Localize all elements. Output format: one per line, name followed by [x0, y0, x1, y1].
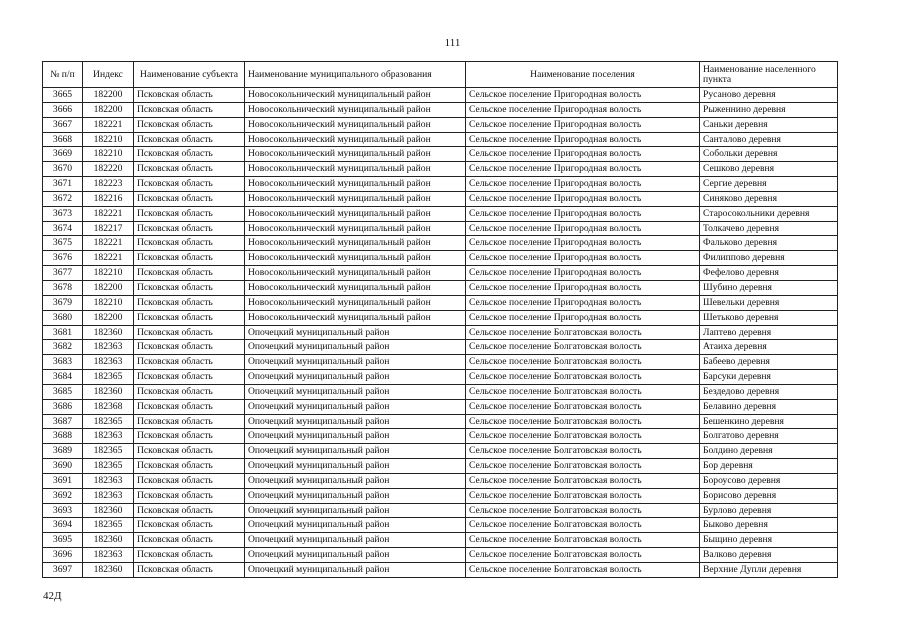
cell-municipality: Новосокольнический муниципальный район — [245, 310, 466, 325]
cell-settlement: Сельское поселение Пригородная волость — [466, 266, 700, 281]
header-municipality: Наименование муниципального образования — [245, 62, 466, 88]
cell-subject: Псковская область — [134, 459, 245, 474]
cell-subject: Псковская область — [134, 488, 245, 503]
cell-settlement: Сельское поселение Болгатовская волость — [466, 533, 700, 548]
table-row — [43, 310, 838, 325]
cell-subject: Псковская область — [134, 221, 245, 236]
cell-number: 3665 — [43, 88, 83, 103]
cell-number: 3678 — [43, 280, 83, 295]
cell-locality: Бабеево деревня — [700, 355, 838, 370]
cell-subject: Псковская область — [134, 88, 245, 103]
cell-index: 182360 — [83, 384, 134, 399]
cell-number: 3666 — [43, 102, 83, 117]
cell-subject: Псковская область — [134, 548, 245, 563]
cell-locality: Болдино деревня — [700, 444, 838, 459]
cell-number: 3697 — [43, 563, 83, 578]
cell-settlement: Сельское поселение Пригородная волость — [466, 206, 700, 221]
header-locality: Наименование населенного пункта — [700, 62, 838, 88]
cell-subject: Псковская область — [134, 503, 245, 518]
cell-subject: Псковская область — [134, 563, 245, 578]
cell-locality: Фефелово деревня — [700, 266, 838, 281]
table-row — [43, 206, 838, 221]
cell-locality: Рыженнино деревня — [700, 102, 838, 117]
cell-settlement: Сельское поселение Болгатовская волость — [466, 488, 700, 503]
cell-settlement: Сельское поселение Болгатовская волость — [466, 384, 700, 399]
cell-subject: Псковская область — [134, 102, 245, 117]
cell-number: 3687 — [43, 414, 83, 429]
cell-index: 182368 — [83, 399, 134, 414]
footer-code: 42Д — [43, 590, 62, 602]
table-row — [43, 280, 838, 295]
cell-subject: Псковская область — [134, 429, 245, 444]
cell-municipality: Новосокольнический муниципальный район — [245, 117, 466, 132]
table-row — [43, 473, 838, 488]
cell-index: 182221 — [83, 251, 134, 266]
cell-settlement: Сельское поселение Болгатовская волость — [466, 340, 700, 355]
cell-municipality: Новосокольнический муниципальный район — [245, 295, 466, 310]
table-row — [43, 102, 838, 117]
cell-locality: Филиппово деревня — [700, 251, 838, 266]
cell-locality: Болгатово деревня — [700, 429, 838, 444]
cell-subject: Псковская область — [134, 473, 245, 488]
cell-index: 182365 — [83, 518, 134, 533]
table-row — [43, 177, 838, 192]
cell-municipality: Опочецкий муниципальный район — [245, 518, 466, 533]
cell-settlement: Сельское поселение Болгатовская волость — [466, 414, 700, 429]
cell-locality: Бороусово деревня — [700, 473, 838, 488]
cell-index: 182360 — [83, 563, 134, 578]
cell-number: 3679 — [43, 295, 83, 310]
cell-number: 3680 — [43, 310, 83, 325]
cell-index: 182200 — [83, 280, 134, 295]
header-number: № п/п — [43, 62, 83, 88]
cell-subject: Псковская область — [134, 162, 245, 177]
table-row — [43, 444, 838, 459]
cell-index: 182221 — [83, 117, 134, 132]
cell-index: 182360 — [83, 533, 134, 548]
cell-subject: Псковская область — [134, 325, 245, 340]
cell-municipality: Опочецкий муниципальный район — [245, 414, 466, 429]
cell-settlement: Сельское поселение Пригородная волость — [466, 191, 700, 206]
table-row — [43, 548, 838, 563]
cell-subject: Псковская область — [134, 310, 245, 325]
cell-settlement: Сельское поселение Пригородная волость — [466, 147, 700, 162]
cell-index: 182221 — [83, 206, 134, 221]
cell-index: 182220 — [83, 162, 134, 177]
cell-municipality: Опочецкий муниципальный район — [245, 444, 466, 459]
cell-locality: Шевельки деревня — [700, 295, 838, 310]
cell-municipality: Новосокольнический муниципальный район — [245, 251, 466, 266]
cell-index: 182210 — [83, 132, 134, 147]
cell-number: 3682 — [43, 340, 83, 355]
cell-municipality: Новосокольнический муниципальный район — [245, 266, 466, 281]
cell-municipality: Новосокольнический муниципальный район — [245, 162, 466, 177]
cell-number: 3669 — [43, 147, 83, 162]
cell-subject: Псковская область — [134, 236, 245, 251]
cell-number: 3688 — [43, 429, 83, 444]
table-row — [43, 191, 838, 206]
cell-number: 3677 — [43, 266, 83, 281]
cell-locality: Белавино деревня — [700, 399, 838, 414]
cell-locality: Бурлово деревня — [700, 503, 838, 518]
cell-locality: Быщино деревня — [700, 533, 838, 548]
cell-locality: Бешенкино деревня — [700, 414, 838, 429]
cell-subject: Псковская область — [134, 444, 245, 459]
cell-subject: Псковская область — [134, 147, 245, 162]
cell-number: 3668 — [43, 132, 83, 147]
cell-settlement: Сельское поселение Пригородная волость — [466, 310, 700, 325]
cell-locality: Собольки деревня — [700, 147, 838, 162]
cell-municipality: Новосокольнический муниципальный район — [245, 88, 466, 103]
cell-locality: Сергие деревня — [700, 177, 838, 192]
cell-municipality: Новосокольнический муниципальный район — [245, 280, 466, 295]
table-row — [43, 503, 838, 518]
cell-subject: Псковская область — [134, 414, 245, 429]
cell-number: 3693 — [43, 503, 83, 518]
cell-settlement: Сельское поселение Болгатовская волость — [466, 355, 700, 370]
table-row — [43, 518, 838, 533]
cell-index: 182221 — [83, 236, 134, 251]
cell-number: 3695 — [43, 533, 83, 548]
cell-settlement: Сельское поселение Болгатовская волость — [466, 548, 700, 563]
cell-index: 182365 — [83, 370, 134, 385]
cell-subject: Псковская область — [134, 117, 245, 132]
cell-number: 3684 — [43, 370, 83, 385]
cell-municipality: Опочецкий муниципальный район — [245, 429, 466, 444]
cell-settlement: Сельское поселение Пригородная волость — [466, 102, 700, 117]
cell-locality: Сешково деревня — [700, 162, 838, 177]
cell-index: 182363 — [83, 355, 134, 370]
cell-subject: Псковская область — [134, 370, 245, 385]
cell-settlement: Сельское поселение Пригородная волость — [466, 132, 700, 147]
table-body — [43, 88, 838, 578]
table-row — [43, 88, 838, 103]
cell-subject: Псковская область — [134, 340, 245, 355]
table-row — [43, 147, 838, 162]
table-row — [43, 132, 838, 147]
cell-number: 3672 — [43, 191, 83, 206]
cell-index: 182365 — [83, 444, 134, 459]
cell-locality: Валково деревня — [700, 548, 838, 563]
table-row — [43, 340, 838, 355]
cell-locality: Шетьково деревня — [700, 310, 838, 325]
cell-index: 182223 — [83, 177, 134, 192]
cell-index: 182210 — [83, 295, 134, 310]
table-row — [43, 236, 838, 251]
cell-subject: Псковская область — [134, 206, 245, 221]
cell-index: 182363 — [83, 340, 134, 355]
cell-municipality: Опочецкий муниципальный район — [245, 325, 466, 340]
cell-index: 182363 — [83, 429, 134, 444]
cell-settlement: Сельское поселение Болгатовская волость — [466, 459, 700, 474]
cell-index: 182200 — [83, 310, 134, 325]
table-row — [43, 414, 838, 429]
cell-municipality: Опочецкий муниципальный район — [245, 533, 466, 548]
cell-subject: Псковская область — [134, 518, 245, 533]
cell-municipality: Опочецкий муниципальный район — [245, 503, 466, 518]
cell-number: 3696 — [43, 548, 83, 563]
cell-locality: Русаново деревня — [700, 88, 838, 103]
cell-municipality: Новосокольнический муниципальный район — [245, 236, 466, 251]
cell-municipality: Опочецкий муниципальный район — [245, 563, 466, 578]
table-row — [43, 266, 838, 281]
table-header-row — [43, 62, 838, 88]
cell-municipality: Новосокольнический муниципальный район — [245, 191, 466, 206]
cell-number: 3683 — [43, 355, 83, 370]
cell-number: 3692 — [43, 488, 83, 503]
cell-subject: Псковская область — [134, 295, 245, 310]
cell-locality: Толкачево деревня — [700, 221, 838, 236]
cell-settlement: Сельское поселение Болгатовская волость — [466, 563, 700, 578]
cell-settlement: Сельское поселение Пригородная волость — [466, 117, 700, 132]
table-row — [43, 459, 838, 474]
table-row — [43, 488, 838, 503]
header-settlement: Наименование поселения — [466, 62, 700, 88]
cell-index: 182216 — [83, 191, 134, 206]
cell-subject: Псковская область — [134, 177, 245, 192]
cell-municipality: Новосокольнический муниципальный район — [245, 177, 466, 192]
table-row — [43, 533, 838, 548]
table-row — [43, 429, 838, 444]
cell-index: 182200 — [83, 102, 134, 117]
cell-settlement: Сельское поселение Пригородная волость — [466, 177, 700, 192]
cell-settlement: Сельское поселение Пригородная волость — [466, 88, 700, 103]
cell-index: 182360 — [83, 325, 134, 340]
cell-locality: Бор деревня — [700, 459, 838, 474]
table-row — [43, 355, 838, 370]
table-row — [43, 563, 838, 578]
table-row — [43, 162, 838, 177]
settlements-table — [42, 61, 838, 578]
table-row — [43, 325, 838, 340]
cell-locality: Лаптево деревня — [700, 325, 838, 340]
cell-locality: Санталово деревня — [700, 132, 838, 147]
cell-settlement: Сельское поселение Болгатовская волость — [466, 503, 700, 518]
cell-municipality: Новосокольнический муниципальный район — [245, 147, 466, 162]
cell-municipality: Опочецкий муниципальный район — [245, 473, 466, 488]
table-row — [43, 117, 838, 132]
cell-municipality: Новосокольнический муниципальный район — [245, 206, 466, 221]
cell-subject: Псковская область — [134, 280, 245, 295]
cell-settlement: Сельское поселение Болгатовская волость — [466, 325, 700, 340]
cell-subject: Псковская область — [134, 355, 245, 370]
cell-locality: Быково деревня — [700, 518, 838, 533]
cell-settlement: Сельское поселение Пригородная волость — [466, 251, 700, 266]
header-subject: Наименование субъекта — [134, 62, 245, 88]
cell-settlement: Сельское поселение Пригородная волость — [466, 162, 700, 177]
cell-municipality: Опочецкий муниципальный район — [245, 340, 466, 355]
cell-index: 182210 — [83, 147, 134, 162]
cell-municipality: Опочецкий муниципальный район — [245, 548, 466, 563]
cell-municipality: Опочецкий муниципальный район — [245, 488, 466, 503]
cell-subject: Псковская область — [134, 132, 245, 147]
cell-settlement: Сельское поселение Болгатовская волость — [466, 399, 700, 414]
cell-index: 182363 — [83, 488, 134, 503]
cell-number: 3685 — [43, 384, 83, 399]
cell-municipality: Опочецкий муниципальный район — [245, 384, 466, 399]
cell-municipality: Опочецкий муниципальный район — [245, 459, 466, 474]
cell-settlement: Сельское поселение Пригородная волость — [466, 236, 700, 251]
cell-settlement: Сельское поселение Болгатовская волость — [466, 518, 700, 533]
cell-index: 182363 — [83, 548, 134, 563]
cell-settlement: Сельское поселение Болгатовская волость — [466, 370, 700, 385]
cell-index: 182363 — [83, 473, 134, 488]
cell-locality: Саньки деревня — [700, 117, 838, 132]
cell-number: 3667 — [43, 117, 83, 132]
cell-municipality: Опочецкий муниципальный район — [245, 399, 466, 414]
cell-number: 3673 — [43, 206, 83, 221]
cell-municipality: Новосокольнический муниципальный район — [245, 221, 466, 236]
cell-locality: Старосокольники деревня — [700, 206, 838, 221]
cell-locality: Бездедово деревня — [700, 384, 838, 399]
cell-settlement: Сельское поселение Пригородная волость — [466, 295, 700, 310]
cell-index: 182217 — [83, 221, 134, 236]
page-number: 111 — [444, 37, 461, 49]
cell-settlement: Сельское поселение Пригородная волость — [466, 280, 700, 295]
table-row — [43, 384, 838, 399]
cell-index: 182365 — [83, 459, 134, 474]
cell-index: 182365 — [83, 414, 134, 429]
cell-number: 3674 — [43, 221, 83, 236]
cell-settlement: Сельское поселение Болгатовская волость — [466, 444, 700, 459]
cell-subject: Псковская область — [134, 266, 245, 281]
cell-municipality: Опочецкий муниципальный район — [245, 370, 466, 385]
header-index: Индекс — [83, 62, 134, 88]
table-row — [43, 399, 838, 414]
cell-municipality: Опочецкий муниципальный район — [245, 355, 466, 370]
cell-number: 3689 — [43, 444, 83, 459]
cell-index: 182200 — [83, 88, 134, 103]
cell-locality: Фальково деревня — [700, 236, 838, 251]
cell-number: 3690 — [43, 459, 83, 474]
cell-number: 3670 — [43, 162, 83, 177]
cell-subject: Псковская область — [134, 533, 245, 548]
cell-subject: Псковская область — [134, 191, 245, 206]
cell-subject: Псковская область — [134, 399, 245, 414]
cell-locality: Борисово деревня — [700, 488, 838, 503]
cell-subject: Псковская область — [134, 384, 245, 399]
cell-number: 3671 — [43, 177, 83, 192]
cell-locality: Атаиха деревня — [700, 340, 838, 355]
cell-settlement: Сельское поселение Болгатовская волость — [466, 429, 700, 444]
cell-municipality: Новосокольнический муниципальный район — [245, 102, 466, 117]
table-row — [43, 251, 838, 266]
cell-number: 3694 — [43, 518, 83, 533]
table-row — [43, 295, 838, 310]
cell-settlement: Сельское поселение Пригородная волость — [466, 221, 700, 236]
cell-locality: Верхние Дупли деревня — [700, 563, 838, 578]
cell-locality: Барсуки деревня — [700, 370, 838, 385]
cell-number: 3681 — [43, 325, 83, 340]
cell-index: 182360 — [83, 503, 134, 518]
cell-settlement: Сельское поселение Болгатовская волость — [466, 473, 700, 488]
cell-municipality: Новосокольнический муниципальный район — [245, 132, 466, 147]
cell-number: 3686 — [43, 399, 83, 414]
cell-number: 3675 — [43, 236, 83, 251]
cell-index: 182210 — [83, 266, 134, 281]
cell-number: 3691 — [43, 473, 83, 488]
cell-locality: Шубино деревня — [700, 280, 838, 295]
table-row — [43, 370, 838, 385]
cell-number: 3676 — [43, 251, 83, 266]
cell-locality: Синяково деревня — [700, 191, 838, 206]
table-row — [43, 221, 838, 236]
cell-subject: Псковская область — [134, 251, 245, 266]
